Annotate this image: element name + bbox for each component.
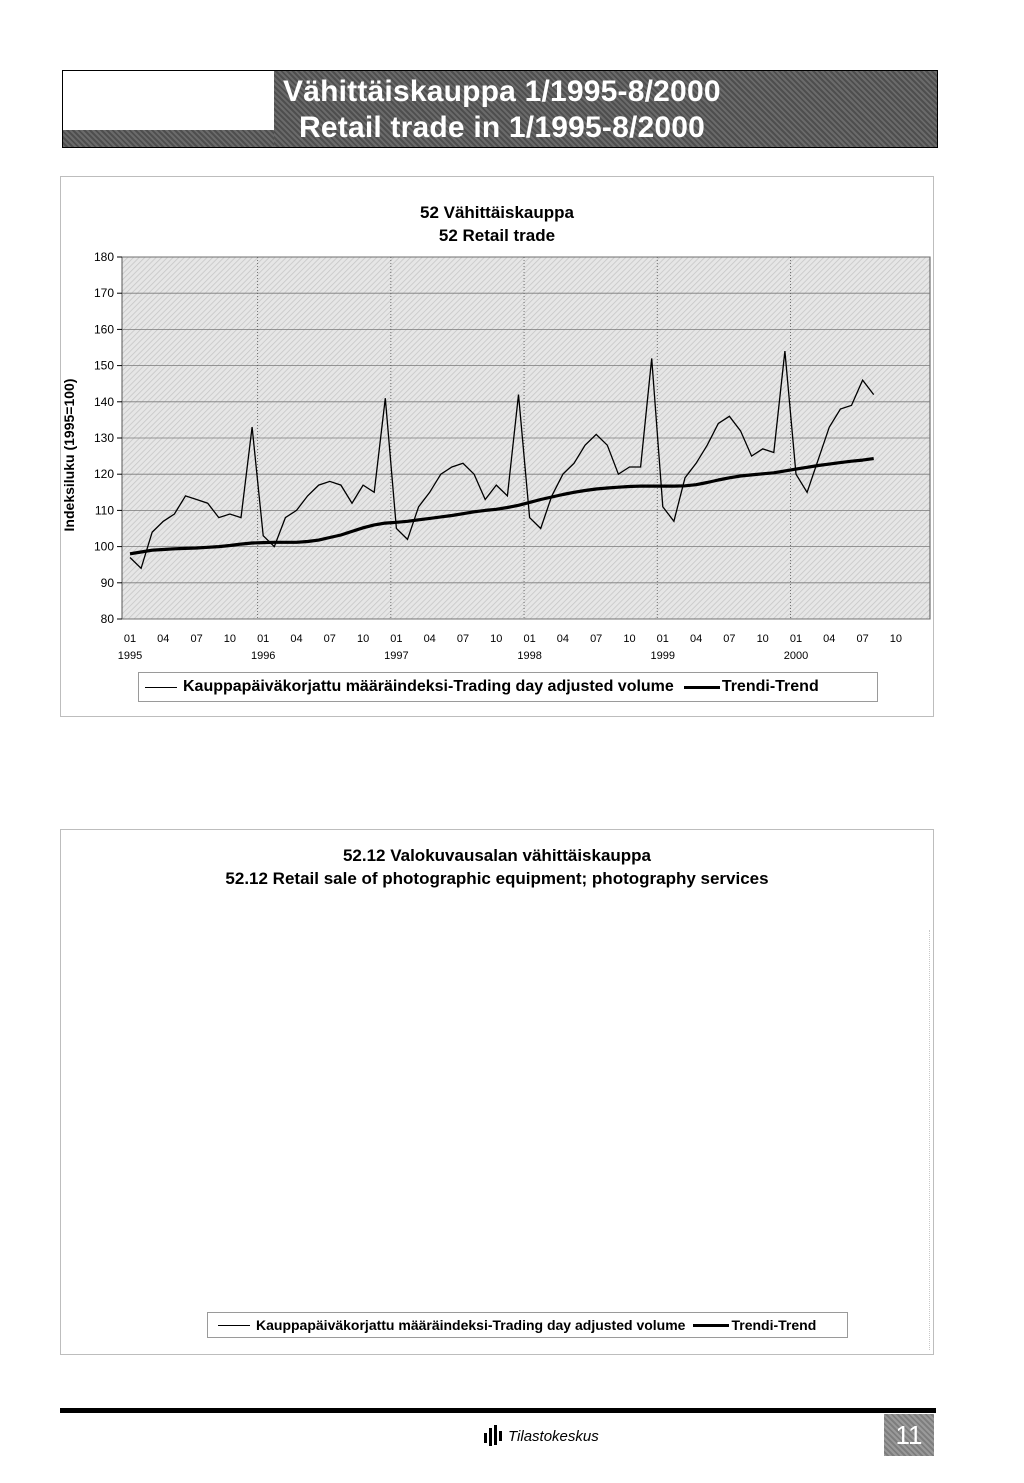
y-tick-label: 80: [100, 612, 114, 626]
y-tick-label: 160: [93, 322, 114, 337]
footer-logo-text: Tilastokeskus: [508, 1427, 599, 1445]
x-tick-label: 04: [556, 633, 570, 645]
x-tick-label: 07: [190, 633, 203, 645]
chart1-subtitle: 52 Retail trade: [438, 226, 556, 245]
x-year-label: 1995: [117, 650, 143, 662]
y-axis-label: Indeksiluku (1995=100): [61, 378, 77, 532]
x-tick-label: 07: [856, 633, 869, 645]
x-tick-label: 01: [123, 633, 137, 645]
y-tick-label: 140: [93, 394, 114, 409]
legend2-label-trend: Trendi-Trend: [731, 1317, 817, 1333]
x-year-label: 1999: [650, 650, 676, 662]
x-tick-label: 01: [390, 633, 403, 645]
x-tick-label: 01: [523, 633, 536, 645]
legend2-swatch-volume: [218, 1325, 250, 1326]
legend-label-trend: Trendi-Trend: [721, 678, 819, 695]
x-tick-label: 07: [323, 633, 336, 645]
x-tick-label: 01: [656, 633, 669, 645]
legend-swatch-volume: [145, 687, 177, 688]
x-year-label: 1998: [517, 650, 542, 662]
chart1-svg: [0, 0, 1024, 720]
header-title-en: Retail trade in 1/1995-8/2000: [299, 111, 706, 144]
chart2-legend: [207, 1312, 848, 1338]
x-tick-label: 10: [223, 633, 237, 645]
header-title-fi: Vähittäiskauppa 1/1995-8/2000: [283, 75, 721, 108]
y-tick-label: 170: [93, 286, 114, 301]
tilastokeskus-logo-icon: [484, 1425, 502, 1447]
x-tick-label: 01: [257, 633, 270, 645]
x-tick-label: 10: [889, 633, 903, 645]
chart1-legend: [138, 672, 878, 702]
y-tick-label: 120: [93, 467, 114, 482]
legend2-swatch-trend: [693, 1324, 729, 1327]
x-tick-label: 04: [823, 633, 836, 645]
y-tick-label: 150: [93, 358, 114, 373]
x-tick-label: 04: [689, 633, 703, 645]
x-year-label: 2000: [783, 650, 809, 662]
footer-rule: [60, 1408, 936, 1413]
chart2-faint-edge: [929, 930, 930, 1350]
x-tick-label: 10: [756, 633, 769, 645]
x-tick-label: 07: [723, 633, 736, 645]
x-tick-label: 07: [456, 633, 470, 645]
y-tick-label: 110: [94, 503, 114, 518]
legend2-label-volume: Kauppapäiväkorjattu määräindeksi-Trading day adjusted volume: [256, 1317, 686, 1333]
x-tick-label: 01: [789, 633, 803, 645]
page-number: 11: [884, 1414, 934, 1456]
legend-swatch-trend: [684, 686, 720, 689]
chart-panel-photographic: [60, 829, 934, 1355]
chart1-title: 52 Vähittäiskauppa: [419, 203, 574, 222]
x-year-label: 1996: [250, 650, 276, 662]
legend-label-volume: Kauppapäiväkorjattu määräindeksi-Trading day adjusted volume: [183, 678, 674, 695]
x-tick-label: 10: [623, 633, 636, 645]
y-tick-label: 180: [93, 250, 114, 264]
x-tick-label: 10: [356, 633, 370, 645]
chart2-title: 52.12 Valokuvausalan vähittäiskauppa: [342, 846, 652, 865]
x-tick-label: 04: [290, 633, 303, 645]
x-tick-label: 10: [490, 633, 503, 645]
x-year-label: 1997: [384, 650, 409, 662]
x-tick-label: 04: [157, 633, 170, 645]
x-tick-label: 04: [423, 633, 436, 645]
y-tick-label: 90: [100, 575, 114, 590]
y-tick-label: 130: [93, 431, 114, 445]
chart2-subtitle: 52.12 Retail sale of photographic equipment; photography services: [225, 869, 769, 888]
footer-logo: [484, 1425, 599, 1447]
y-tick-label: 100: [93, 539, 114, 554]
x-tick-label: 07: [590, 633, 603, 645]
